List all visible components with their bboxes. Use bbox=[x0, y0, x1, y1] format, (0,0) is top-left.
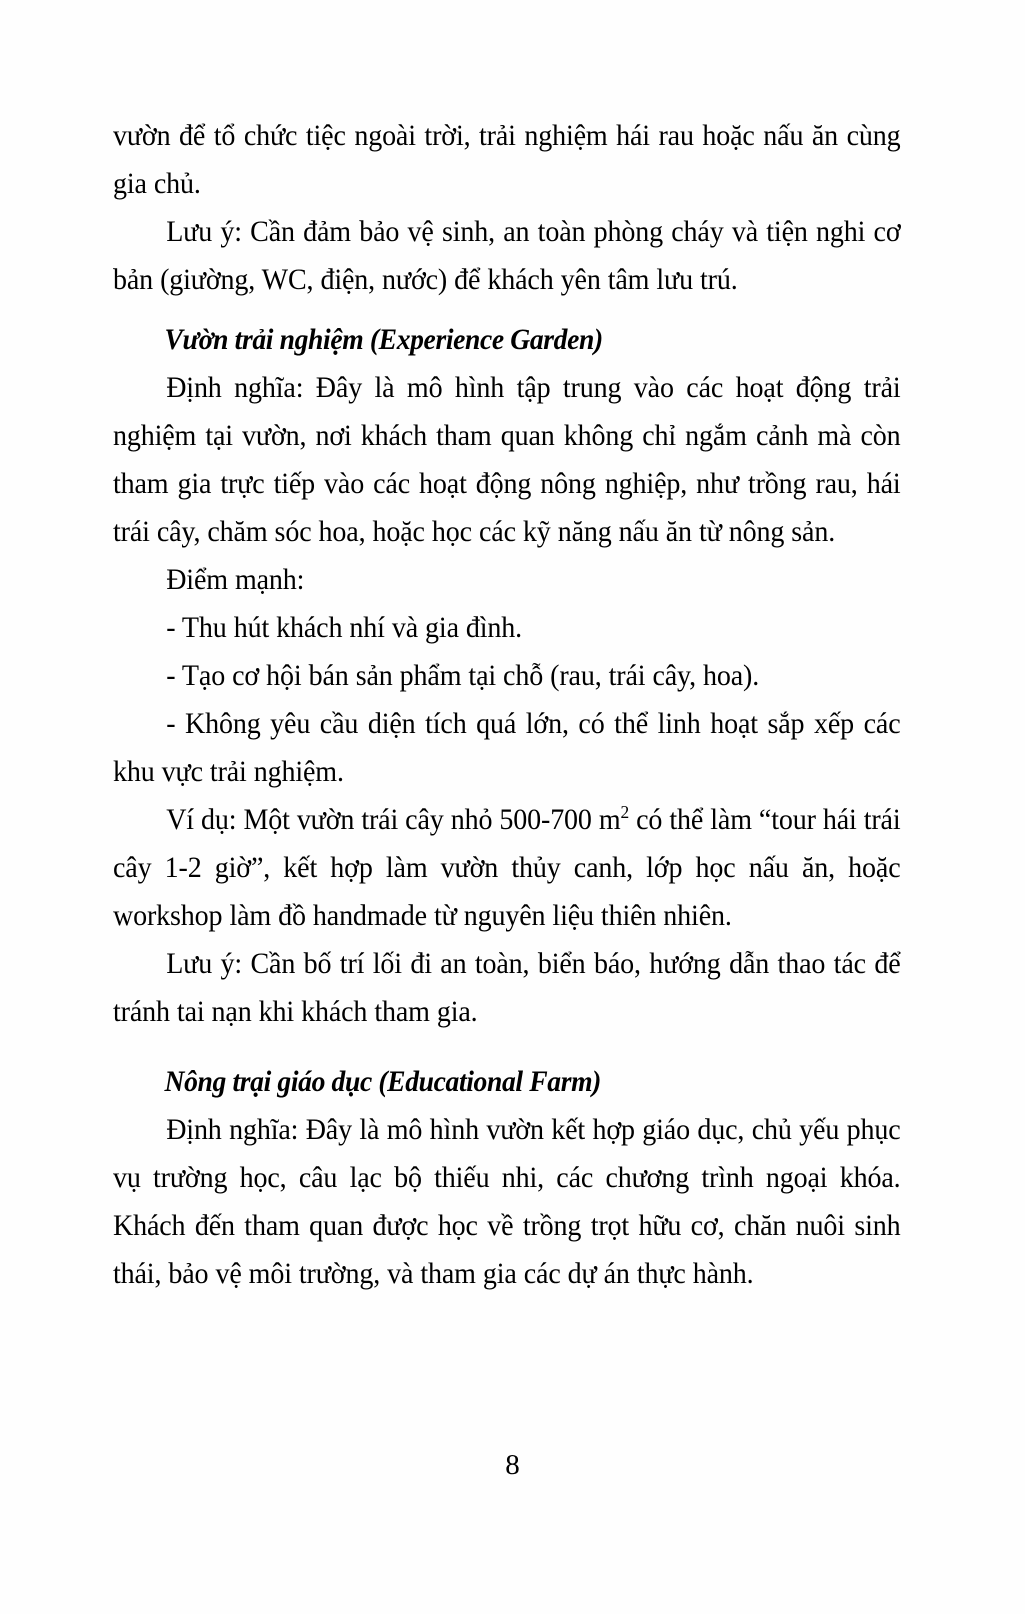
paragraph-continuation: vườn để tổ chức tiệc ngoài trời, trải nghiệm hái rau hoặc nấu ăn cùng gia chủ. bbox=[113, 120, 901, 200]
list-item: - Thu hút khách nhí và gia đình. bbox=[166, 612, 523, 644]
list-item: - Không yêu cầu diện tích quá lớn, có thể linh hoạt sắp xếp các khu vực trải nghiệm. bbox=[113, 708, 901, 788]
page-number: 8 bbox=[505, 1449, 520, 1481]
paragraph-note-safety: Lưu ý: Cần bố trí lối đi an toàn, biển báo, hướng dẫn thao tác để tránh tai nạn khi khách tham gia. bbox=[113, 948, 901, 1028]
example-text-after: có thể làm “tour hái trái cây 1-2 giờ”, kết hợp làm vườn thủy canh, lớp học nấu ăn, hoặc workshop làm đồ handmade từ nguyên liệu thiên nhiên. bbox=[113, 804, 901, 932]
paragraph-definition-educational-farm: Định nghĩa: Đây là mô hình vườn kết hợp giáo dục, chủ yếu phục vụ trường học, câu lạc bộ thiếu nhi, các chương trình ngoại khóa. Khách đến tham quan được học về trồng trọt hữu cơ, chăn nuôi sinh thái, bảo vệ môi trường, và tham gia các dự án thực hành. bbox=[113, 1114, 901, 1290]
example-text-before: Ví dụ: Một vườn trái cây nhỏ 500-700 m bbox=[166, 804, 621, 836]
heading-spacer-top bbox=[113, 304, 901, 316]
paragraph-definition-experience-garden: Định nghĩa: Đây là mô hình tập trung vào các hoạt động trải nghiệm tại vườn, nơi khách tham quan không chỉ ngắm cảnh mà còn tham gia trực tiếp vào các hoạt động nông nghiệp, như trồng rau, hái trái cây, chăm sóc hoa, hoặc học các kỹ năng nấu ăn từ nông sản. bbox=[113, 372, 901, 548]
superscript-square-meter: 2 bbox=[620, 802, 630, 823]
paragraph-example-orchard bbox=[113, 796, 901, 940]
paragraph-strengths-label: Điểm mạnh: bbox=[166, 564, 305, 596]
paragraph-note-hygiene: Lưu ý: Cần đảm bảo vệ sinh, an toàn phòng cháy và tiện nghi cơ bản (giường, WC, điện, nước) để khách yên tâm lưu trú. bbox=[113, 216, 901, 296]
page-text-column bbox=[113, 112, 901, 1298]
list-item: - Tạo cơ hội bán sản phẩm tại chỗ (rau, trái cây, hoa). bbox=[166, 660, 760, 692]
section-heading-educational-farm: Nông trại giáo dục (Educational Farm) bbox=[164, 1065, 602, 1098]
section-heading-experience-garden: Vườn trải nghiệm (Experience Garden) bbox=[164, 323, 603, 356]
heading-spacer-mid bbox=[113, 1036, 901, 1058]
